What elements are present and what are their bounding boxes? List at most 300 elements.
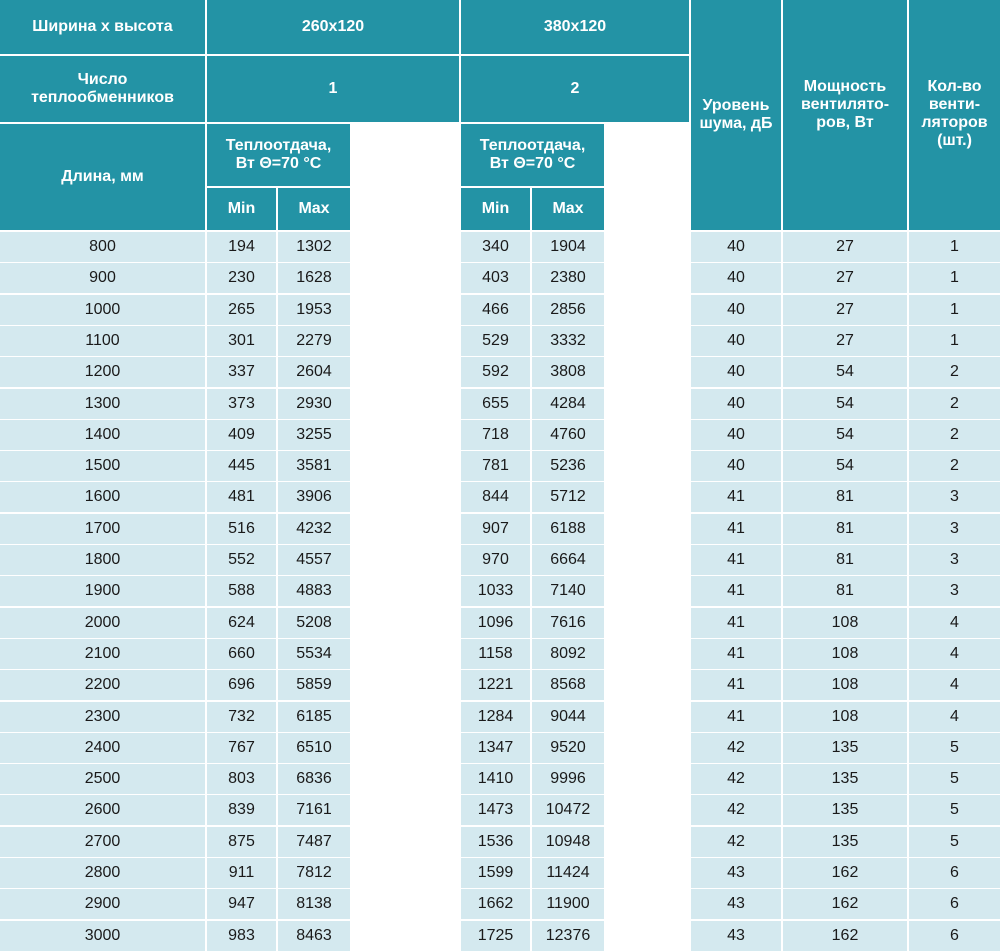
column-divider xyxy=(350,670,352,700)
heat-min-2-cell: 1033 xyxy=(477,582,514,600)
heat-min-2-cell: 1096 xyxy=(477,613,514,631)
length-cell: 1700 xyxy=(84,519,121,537)
heat-min-1-cell: 911 xyxy=(228,864,255,881)
heat-max-1-cell: 1628 xyxy=(296,269,332,287)
heat-min-2-cell: 1284 xyxy=(477,707,514,725)
heat-min-1-cell: 373 xyxy=(228,394,255,412)
noise-level-header: Уровень шума, дБ xyxy=(691,0,781,230)
heat-min-1-cell: 409 xyxy=(228,425,255,443)
fan-power-cell: 108 xyxy=(831,613,859,631)
heat-min-2-cell: 1410 xyxy=(477,770,514,788)
noise-cell: 41 xyxy=(727,519,745,537)
column-divider xyxy=(350,858,352,888)
length-cell: 800 xyxy=(89,238,116,255)
heat-max-1-cell: 6185 xyxy=(296,707,332,725)
heat-min-1-cell: 301 xyxy=(228,331,255,349)
heat-min-1-cell: 624 xyxy=(228,613,255,631)
column-divider xyxy=(604,451,606,481)
heat-max-1-cell: 1302 xyxy=(296,238,332,255)
fan-power-cell: 54 xyxy=(836,457,854,475)
fan-power-cell: 27 xyxy=(836,269,854,287)
column-gap xyxy=(352,764,459,794)
heat-max-2-cell: 7616 xyxy=(550,613,586,631)
noise-cell: 41 xyxy=(727,676,745,694)
column-divider xyxy=(350,420,352,450)
fan-power-cell: 54 xyxy=(836,425,854,443)
fan-count-cell: 2 xyxy=(950,425,959,443)
heat-max-2-cell: 6664 xyxy=(550,551,586,568)
heat-min-2-cell: 655 xyxy=(482,394,509,412)
heat-max-2-cell: 9520 xyxy=(550,738,586,756)
heat-max-2-cell: 10948 xyxy=(545,832,591,850)
column-divider xyxy=(604,733,606,763)
heat-max-1-cell: 2930 xyxy=(296,394,332,412)
heat-max-1-cell: 1953 xyxy=(296,300,332,318)
width-height-header: Ширина x высота xyxy=(0,0,205,54)
table-row xyxy=(0,702,1000,732)
heat-max-1-cell: 5208 xyxy=(296,613,332,631)
exchangers-count-2: 2 xyxy=(461,56,689,122)
column-gap xyxy=(606,451,689,481)
column-gap xyxy=(606,357,689,387)
column-divider xyxy=(350,702,352,732)
column-divider xyxy=(604,263,606,293)
column-gap xyxy=(606,263,689,293)
heat-min-2-cell: 1221 xyxy=(477,676,514,694)
fan-count-cell: 1 xyxy=(950,269,959,287)
heat-min-2-cell: 466 xyxy=(482,300,509,318)
heat-min-2-cell: 907 xyxy=(482,519,509,537)
column-divider xyxy=(604,639,606,669)
fan-power-cell: 162 xyxy=(831,926,859,944)
column-gap xyxy=(352,733,459,763)
column-gap xyxy=(606,295,689,325)
column-gap xyxy=(352,702,459,732)
column-gap xyxy=(606,576,689,606)
exchangers-header: Число теплообменников xyxy=(0,56,205,122)
fan-power-header: Мощность вентилято-ров, Вт xyxy=(783,0,907,230)
column-gap xyxy=(352,639,459,669)
table-row xyxy=(0,263,1000,293)
heat-min-2-cell: 781 xyxy=(482,457,509,475)
fan-count-cell: 2 xyxy=(950,394,959,412)
column-gap xyxy=(606,514,689,544)
fan-power-cell: 135 xyxy=(831,770,859,788)
heat-max-1-cell: 5534 xyxy=(296,644,332,662)
heat-max-1-cell: 4557 xyxy=(296,551,332,568)
length-cell: 900 xyxy=(89,269,116,287)
column-divider xyxy=(350,295,352,325)
length-cell: 2900 xyxy=(84,895,121,913)
column-gap xyxy=(606,827,689,857)
heat-max-2-cell: 8568 xyxy=(550,676,586,694)
fan-power-cell: 27 xyxy=(836,300,854,318)
heat-min-1-cell: 445 xyxy=(228,457,255,475)
column-gap xyxy=(606,764,689,794)
fan-count-cell: 5 xyxy=(950,801,959,819)
heat-min-1-cell: 696 xyxy=(228,676,255,694)
heat-max-2-cell: 3332 xyxy=(550,331,586,349)
heat-max-1-cell: 8463 xyxy=(296,926,332,944)
fan-power-cell: 135 xyxy=(831,738,859,756)
column-gap xyxy=(606,858,689,888)
column-gap xyxy=(352,451,459,481)
column-divider xyxy=(604,764,606,794)
heat-max-2-cell: 2380 xyxy=(550,269,586,287)
column-gap xyxy=(606,733,689,763)
heat-max-1-cell: 7161 xyxy=(296,801,332,819)
column-divider xyxy=(604,295,606,325)
heat-max-1-cell: 7487 xyxy=(296,832,332,850)
heat-max-1-cell: 6836 xyxy=(296,770,332,788)
heat-max-1-cell: 3581 xyxy=(296,457,332,475)
length-cell: 2400 xyxy=(84,738,121,756)
table-row xyxy=(0,482,1000,512)
column-divider xyxy=(604,482,606,512)
heat-min-1-cell: 839 xyxy=(228,801,255,819)
heat-max-2-cell: 5236 xyxy=(550,457,586,475)
heat-min-1-cell: 732 xyxy=(228,707,255,725)
fan-count-cell: 3 xyxy=(950,519,959,537)
length-cell: 2300 xyxy=(84,707,121,725)
heat-min-1-cell: 481 xyxy=(228,488,255,506)
fan-count-cell: 6 xyxy=(950,864,959,881)
length-cell: 2100 xyxy=(84,644,121,662)
fan-power-cell: 81 xyxy=(836,551,854,568)
heat-min-1-cell: 337 xyxy=(228,363,255,381)
column-gap xyxy=(606,420,689,450)
noise-cell: 41 xyxy=(727,488,745,506)
heat-max-2-cell: 4284 xyxy=(550,394,586,412)
column-gap xyxy=(352,263,459,293)
fan-power-cell: 27 xyxy=(836,331,854,349)
table-row xyxy=(0,733,1000,763)
fan-count-cell: 1 xyxy=(950,331,959,349)
fan-count-cell: 2 xyxy=(950,457,959,475)
noise-cell: 43 xyxy=(727,864,745,881)
column-gap xyxy=(352,827,459,857)
heat-min-2-cell: 529 xyxy=(482,331,509,349)
fan-power-cell: 81 xyxy=(836,488,854,506)
heat-max-1-cell: 2604 xyxy=(296,363,332,381)
heat-min-2-cell: 1473 xyxy=(477,801,514,819)
heat-min-1-cell: 265 xyxy=(228,300,255,318)
noise-cell: 43 xyxy=(727,895,745,913)
column-divider xyxy=(604,326,606,356)
column-gap xyxy=(352,889,459,919)
column-divider xyxy=(604,389,606,419)
column-divider xyxy=(350,576,352,606)
noise-cell: 41 xyxy=(727,551,745,568)
heat-max-2-cell: 5712 xyxy=(550,488,586,506)
length-cell: 1400 xyxy=(84,425,121,443)
length-cell: 2700 xyxy=(84,832,121,850)
fan-count-cell: 1 xyxy=(950,300,959,318)
fan-count-cell: 3 xyxy=(950,551,959,568)
column-divider xyxy=(604,670,606,700)
heat-max-2-cell: 6188 xyxy=(550,519,586,537)
heat-min-2-cell: 592 xyxy=(482,363,509,381)
fan-count-cell: 6 xyxy=(950,895,959,913)
column-divider xyxy=(350,795,352,825)
heat-min-1-cell: 803 xyxy=(228,770,255,788)
noise-cell: 42 xyxy=(727,770,745,788)
length-cell: 1300 xyxy=(84,394,121,412)
fan-power-cell: 135 xyxy=(831,801,859,819)
length-header: Длина, мм xyxy=(0,124,205,230)
heat-min-1-cell: 588 xyxy=(228,582,255,600)
fan-power-cell: 54 xyxy=(836,394,854,412)
column-divider xyxy=(350,514,352,544)
heat-min-1-cell: 660 xyxy=(228,644,255,662)
heat-min-1-cell: 516 xyxy=(228,519,255,537)
heat-min-2-cell: 844 xyxy=(482,488,509,506)
table-row xyxy=(0,389,1000,419)
length-cell: 1000 xyxy=(84,300,121,318)
column-divider xyxy=(350,733,352,763)
fan-power-cell: 27 xyxy=(836,238,854,255)
fan-power-cell: 54 xyxy=(836,363,854,381)
heat-max-2-cell: 7140 xyxy=(550,582,586,600)
column-gap xyxy=(352,608,459,638)
heat-min-1-cell: 767 xyxy=(228,738,255,756)
fan-count-cell: 3 xyxy=(950,582,959,600)
column-gap xyxy=(352,482,459,512)
length-cell: 2800 xyxy=(84,864,121,881)
noise-cell: 40 xyxy=(727,457,745,475)
heat-max-2-cell: 1904 xyxy=(550,238,586,255)
table-row xyxy=(0,232,1000,262)
noise-cell: 40 xyxy=(727,238,745,255)
noise-cell: 41 xyxy=(727,707,745,725)
heat-max-2-cell: 9996 xyxy=(550,770,586,788)
column-gap xyxy=(606,639,689,669)
noise-cell: 40 xyxy=(727,363,745,381)
length-cell: 2600 xyxy=(84,801,121,819)
heat-max-1-cell: 2279 xyxy=(296,331,332,349)
heat-max-2-cell: 8092 xyxy=(550,644,586,662)
heat-max-1-cell: 4232 xyxy=(296,519,332,537)
heat-min-1-cell: 983 xyxy=(228,926,255,944)
column-gap xyxy=(606,702,689,732)
column-divider xyxy=(350,889,352,919)
heat-max-1-cell: 5859 xyxy=(296,676,332,694)
heat-max-1-cell: 3906 xyxy=(296,488,332,506)
noise-cell: 43 xyxy=(727,926,745,944)
column-gap xyxy=(606,889,689,919)
length-cell: 1600 xyxy=(84,488,121,506)
table-row xyxy=(0,451,1000,481)
noise-cell: 40 xyxy=(727,269,745,287)
heat-max-2-cell: 10472 xyxy=(545,801,591,819)
fan-power-cell: 81 xyxy=(836,582,854,600)
table-row xyxy=(0,670,1000,700)
table-row xyxy=(0,608,1000,638)
length-cell: 1900 xyxy=(84,582,121,600)
length-cell: 1500 xyxy=(84,457,121,475)
column-gap xyxy=(352,232,459,262)
column-gap xyxy=(352,514,459,544)
heat-output-header-1: Теплоотдача, Вт Θ=70 °C xyxy=(207,124,350,186)
heat-min-2-cell: 1599 xyxy=(477,864,514,881)
column-gap xyxy=(352,420,459,450)
column-gap xyxy=(352,357,459,387)
min-header-1: Min xyxy=(207,188,276,230)
column-gap xyxy=(606,389,689,419)
noise-cell: 41 xyxy=(727,582,745,600)
noise-cell: 40 xyxy=(727,394,745,412)
length-cell: 3000 xyxy=(84,926,121,944)
heat-min-2-cell: 970 xyxy=(482,551,509,568)
heat-max-2-cell: 11424 xyxy=(546,864,590,881)
fan-count-cell: 3 xyxy=(950,488,959,506)
length-cell: 1800 xyxy=(84,551,121,568)
table-row xyxy=(0,357,1000,387)
fan-count-cell: 4 xyxy=(950,613,959,631)
fan-count-cell: 5 xyxy=(950,770,959,788)
length-cell: 1100 xyxy=(85,331,120,349)
column-gap xyxy=(352,295,459,325)
column-divider xyxy=(604,858,606,888)
column-divider xyxy=(604,357,606,387)
heat-min-2-cell: 718 xyxy=(482,425,509,443)
heat-min-2-cell: 403 xyxy=(482,269,509,287)
heat-max-1-cell: 6510 xyxy=(296,738,332,756)
fan-power-cell: 108 xyxy=(831,644,859,662)
fan-power-cell: 162 xyxy=(831,864,859,881)
noise-cell: 42 xyxy=(727,832,745,850)
heat-min-2-cell: 1725 xyxy=(477,926,514,944)
column-divider xyxy=(350,545,352,575)
heat-max-2-cell: 9044 xyxy=(550,707,586,725)
column-gap xyxy=(352,389,459,419)
noise-cell: 41 xyxy=(727,613,745,631)
column-gap xyxy=(606,482,689,512)
max-header-1: Max xyxy=(278,188,350,230)
column-divider xyxy=(350,921,352,951)
fan-count-cell: 5 xyxy=(950,832,959,850)
fan-count-cell: 4 xyxy=(950,644,959,662)
noise-cell: 40 xyxy=(727,331,745,349)
column-divider xyxy=(350,263,352,293)
heat-max-2-cell: 4760 xyxy=(550,425,586,443)
table-row xyxy=(0,889,1000,919)
column-divider xyxy=(350,764,352,794)
table-row xyxy=(0,326,1000,356)
column-divider xyxy=(350,326,352,356)
column-divider xyxy=(604,889,606,919)
column-gap xyxy=(352,670,459,700)
heat-min-2-cell: 1662 xyxy=(477,895,514,913)
column-divider xyxy=(350,482,352,512)
heat-max-2-cell: 12376 xyxy=(545,926,591,944)
table-row xyxy=(0,858,1000,888)
table-row xyxy=(0,764,1000,794)
column-divider xyxy=(604,702,606,732)
fan-power-cell: 108 xyxy=(831,676,859,694)
fan-power-cell: 81 xyxy=(836,519,854,537)
heat-max-1-cell: 4883 xyxy=(296,582,332,600)
length-cell: 1200 xyxy=(84,363,121,381)
noise-cell: 41 xyxy=(727,644,745,662)
fan-count-cell: 4 xyxy=(950,676,959,694)
column-divider xyxy=(350,451,352,481)
column-gap xyxy=(606,795,689,825)
heat-min-2-cell: 1158 xyxy=(478,644,513,662)
heat-min-2-cell: 340 xyxy=(482,238,509,255)
column-divider xyxy=(604,545,606,575)
heat-min-2-cell: 1536 xyxy=(477,832,514,850)
table-row xyxy=(0,545,1000,575)
fan-count-cell: 4 xyxy=(950,707,959,725)
table-row xyxy=(0,827,1000,857)
heat-output-header-2: Теплоотдача, Вт Θ=70 °C xyxy=(461,124,604,186)
length-cell: 2000 xyxy=(84,613,121,631)
column-divider xyxy=(604,608,606,638)
column-gap xyxy=(606,545,689,575)
column-divider xyxy=(604,514,606,544)
column-gap xyxy=(352,326,459,356)
length-cell: 2500 xyxy=(84,770,121,788)
column-gap xyxy=(352,921,459,951)
noise-cell: 42 xyxy=(727,738,745,756)
column-gap xyxy=(606,608,689,638)
column-divider xyxy=(350,639,352,669)
heat-min-1-cell: 947 xyxy=(228,895,255,913)
heat-max-2-cell: 2856 xyxy=(550,300,586,318)
fan-count-cell: 6 xyxy=(950,926,959,944)
fan-power-cell: 135 xyxy=(831,832,859,850)
heat-max-1-cell: 8138 xyxy=(296,895,332,913)
column-gap xyxy=(606,232,689,262)
column-divider xyxy=(604,420,606,450)
noise-cell: 40 xyxy=(727,425,745,443)
column-divider xyxy=(604,232,606,262)
table-row xyxy=(0,514,1000,544)
column-gap xyxy=(606,921,689,951)
heat-max-1-cell: 7812 xyxy=(296,864,332,881)
column-gap xyxy=(352,545,459,575)
noise-cell: 42 xyxy=(727,801,745,819)
length-cell: 2200 xyxy=(84,676,121,694)
column-divider xyxy=(350,232,352,262)
fan-count-header: Кол-во венти-ляторов (шт.) xyxy=(909,0,1000,230)
table-row xyxy=(0,420,1000,450)
heat-min-2-cell: 1347 xyxy=(477,738,514,756)
heat-min-1-cell: 552 xyxy=(228,551,255,568)
column-divider xyxy=(604,795,606,825)
column-divider xyxy=(604,576,606,606)
column-divider xyxy=(350,357,352,387)
column-gap xyxy=(352,795,459,825)
column-divider xyxy=(350,389,352,419)
size-380x120-header: 380x120 xyxy=(461,0,689,54)
table-row xyxy=(0,576,1000,606)
table-row xyxy=(0,921,1000,951)
column-divider xyxy=(350,827,352,857)
min-header-2: Min xyxy=(461,188,530,230)
heat-min-1-cell: 230 xyxy=(228,269,255,287)
column-divider xyxy=(604,827,606,857)
table-row xyxy=(0,295,1000,325)
column-gap xyxy=(352,858,459,888)
fan-count-cell: 1 xyxy=(950,238,959,255)
fan-count-cell: 2 xyxy=(950,363,959,381)
max-header-2: Max xyxy=(532,188,604,230)
column-divider xyxy=(350,608,352,638)
exchangers-count-1: 1 xyxy=(207,56,459,122)
column-gap xyxy=(352,576,459,606)
